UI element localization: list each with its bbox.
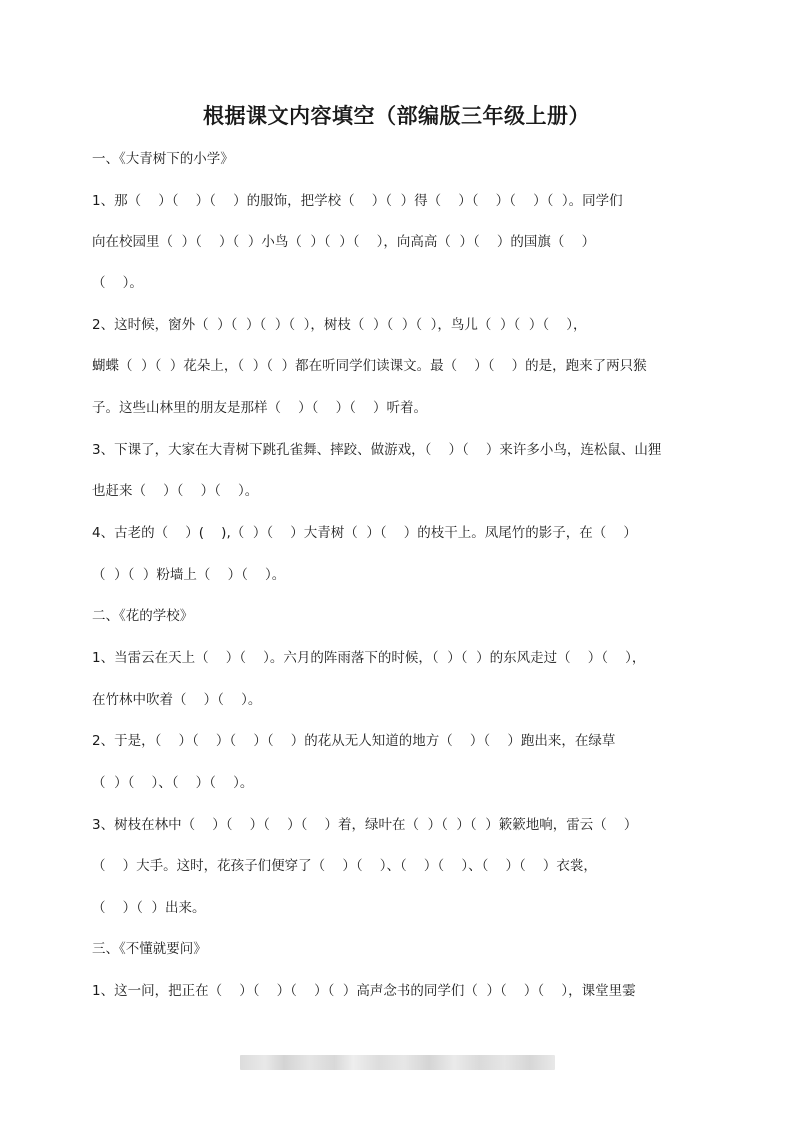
section-heading-1: 一、《大青树下的小学》 [92, 151, 234, 167]
text-line: 4、古老的（ ）( ),（ ）（ ）大青树（ ）（ ）的枝干上。凤尾竹的影子，在（ ） [92, 525, 637, 541]
text-line: 1、那（ ）（ ）（ ）的服饰，把学校（ ）（ ）得（ ）（ ）（ ）（ ）。同学们 [92, 193, 623, 209]
text-line: 子。这些山林里的朋友是那样（ ）（ ）（ ）听着。 [92, 400, 427, 416]
text-line: 2、于是，（ ）（ ）（ ）（ ）的花从无人知道的地方（ ）（ ）跑出来，在绿草 [92, 733, 616, 749]
text-line: （ ）（ ）、（ ）（ ）。 [92, 775, 254, 791]
section-heading-3: 三、《不懂就要问》 [92, 941, 207, 957]
text-line: 也赶来（ ）（ ）（ ）。 [92, 483, 259, 499]
text-line: 向在校园里（ ）（ ）（ ）小鸟（ ）（ ）（ ），向高高（ ）（ ）的国旗（ ） [92, 234, 596, 250]
text-line: （ ）大手。这时，花孩子们便穿了（ ）（ ）、（ ）（ ）、（ ）（ ）衣裳， [92, 858, 597, 874]
text-line: 1、当雷云在天上（ ）（ ）。六月的阵雨落下的时候，（ ）（ ）的东风走过（ ）（ ）， [92, 650, 646, 666]
text-line: （ ）。 [92, 275, 143, 291]
text-line: 在竹林中吹着（ ）（ ）。 [92, 692, 262, 708]
text-line: 1、这一问，把正在（ ）（ ）（ ）（ ）高声念书的同学们（ ）（ ）（ ），课堂里霎 [92, 983, 636, 999]
text-line: 3、下课了，大家在大青树下跳孔雀舞、摔跤、做游戏，（ ）（ ）来许多小鸟，连松鼠、山狸 [92, 442, 662, 458]
text-line: （ ）（ ）粉墙上（ ）（ ）。 [92, 567, 286, 583]
text-line: 蝴蝶（ ）（ ）花朵上，（ ）（ ）都在听同学们读课文。最（ ）（ ）的是，跑来了两只猴 [92, 358, 647, 374]
text-line: （ ）（ ）出来。 [92, 900, 206, 916]
blurred-watermark [240, 1055, 555, 1070]
text-line: 3、树枝在林中（ ）（ ）（ ）（ ）着，绿叶在（ ）（ ）（ ）簌簌地响，雷云（ ） [92, 817, 638, 833]
page-title: 根据课文内容填空（部编版三年级上册） [203, 104, 590, 128]
section-heading-2: 二、《花的学校》 [92, 608, 194, 624]
text-line: 2、这时候，窗外（ ）（ ）（ ）（ ），树枝（ ）（ ）（ ），鸟儿（ ）（ ）（ ）， [92, 317, 587, 333]
